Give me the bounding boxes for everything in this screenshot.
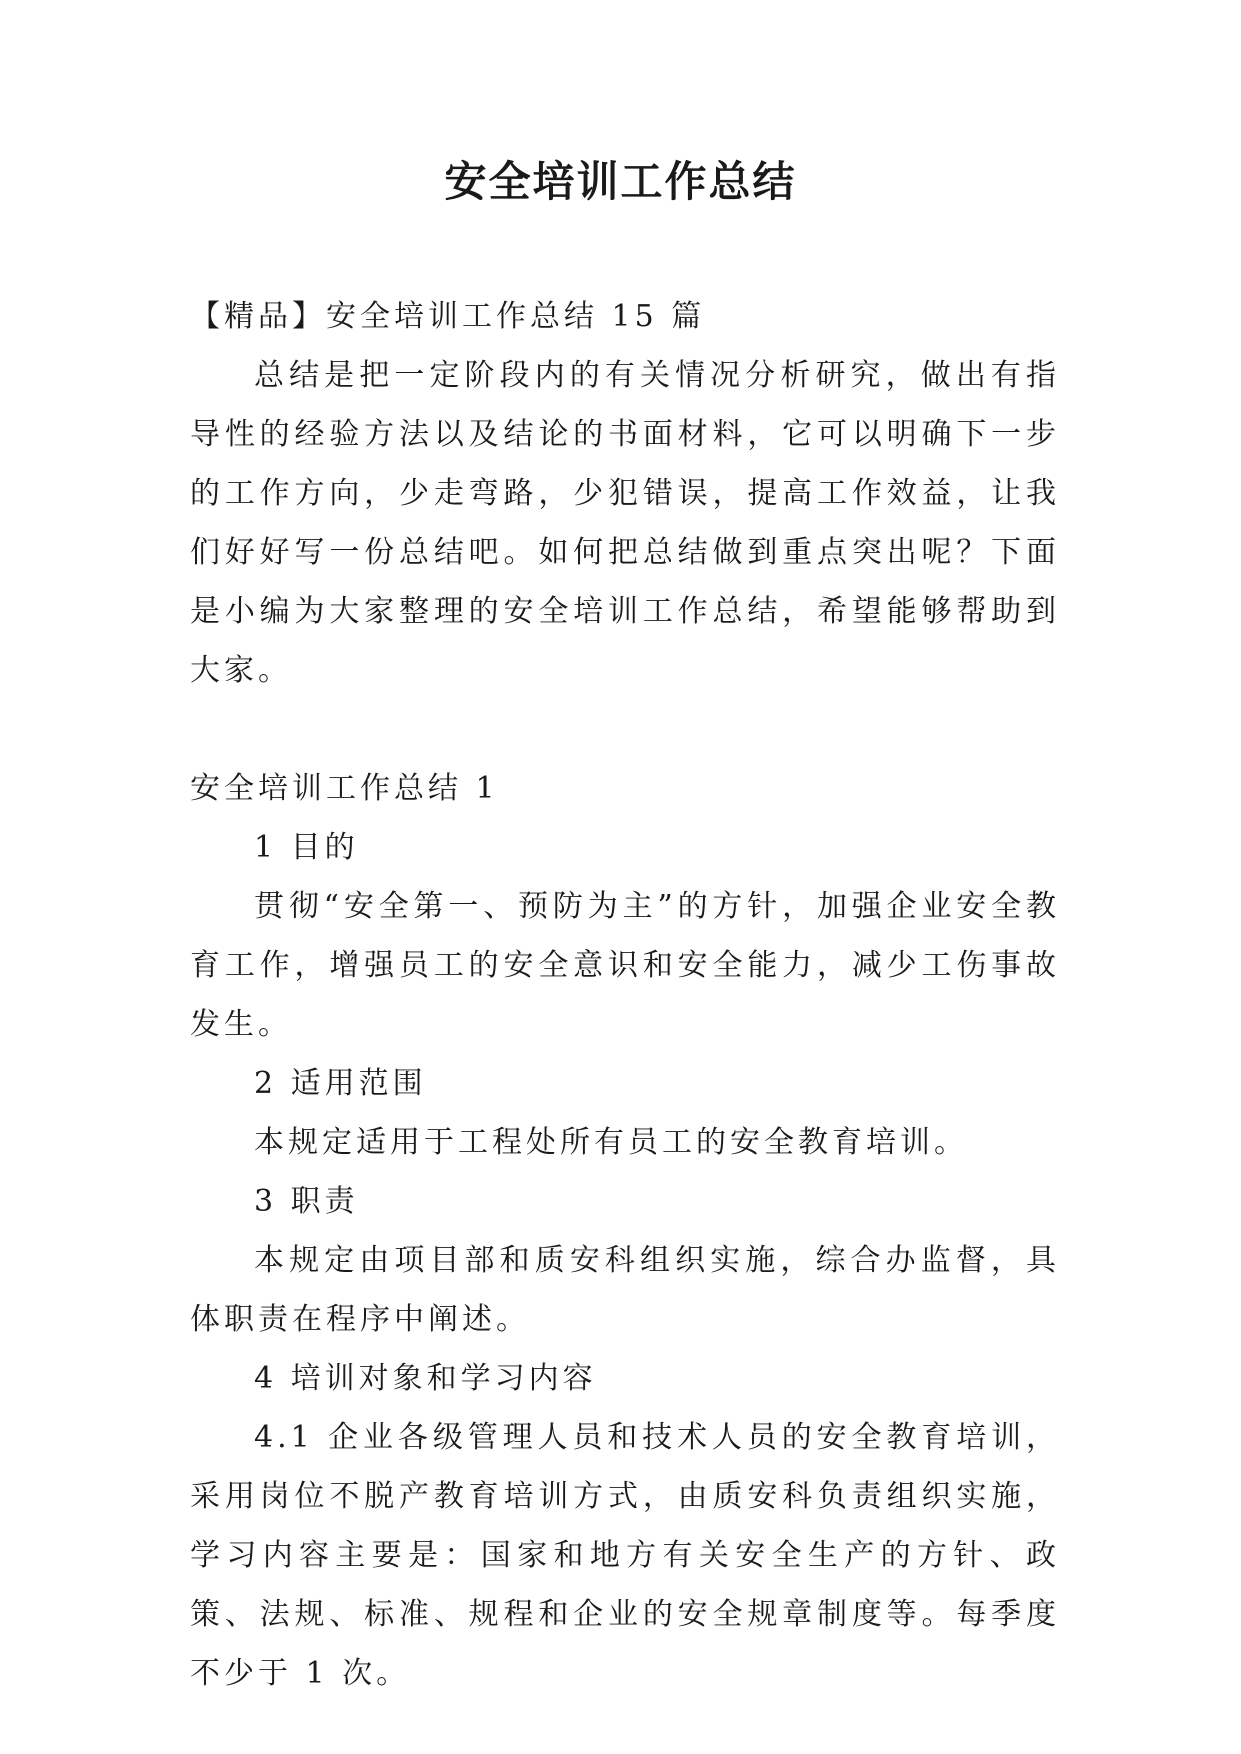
subheading-duties: 3 职责: [254, 1184, 359, 1219]
paragraph-scope: 本规定适用于工程处所有员工的安全教育培训。: [254, 1125, 968, 1160]
paragraph-purpose: 贯彻“安全第一、预防为主”的方针，加强企业安全教育工作，增强员工的安全意识和安全能力，减少工伤事故发生。: [190, 889, 1060, 1042]
subheading-purpose: 1 目的: [254, 830, 359, 865]
paragraph-training: 4.1 企业各级管理人员和技术人员的安全教育培训，采用岗位不脱产教育培训方式，由质安科负责组织实施，学习内容主要是：国家和地方有关安全生产的方针、政策、法规、标准、规程和企业的安全规章制度等。每季度不少于 1 次。: [190, 1420, 1060, 1691]
document-body: [190, 287, 1060, 1703]
intro-paragraph: 总结是把一定阶段内的有关情况分析研究，做出有指导性的经验方法以及结论的书面材料，它可以明确下一步的工作方向，少走弯路，少犯错误，提高工作效益，让我们好好写一份总结吧。如何把总结做到重点突出呢？下面是小编为大家整理的安全培训工作总结，希望能够帮助到大家。: [190, 358, 1060, 688]
document-title: 安全培训工作总结: [444, 157, 797, 206]
document-subtitle: 【精品】安全培训工作总结 15 篇: [190, 299, 706, 334]
paragraph-duties: 本规定由项目部和质安科组织实施，综合办监督，具体职责在程序中阐述。: [190, 1243, 1060, 1337]
section-heading: 安全培训工作总结 1: [190, 771, 499, 806]
subheading-training: 4 培训对象和学习内容: [254, 1361, 597, 1396]
section-spacer: [190, 700, 1060, 759]
subheading-scope: 2 适用范围: [254, 1066, 427, 1101]
